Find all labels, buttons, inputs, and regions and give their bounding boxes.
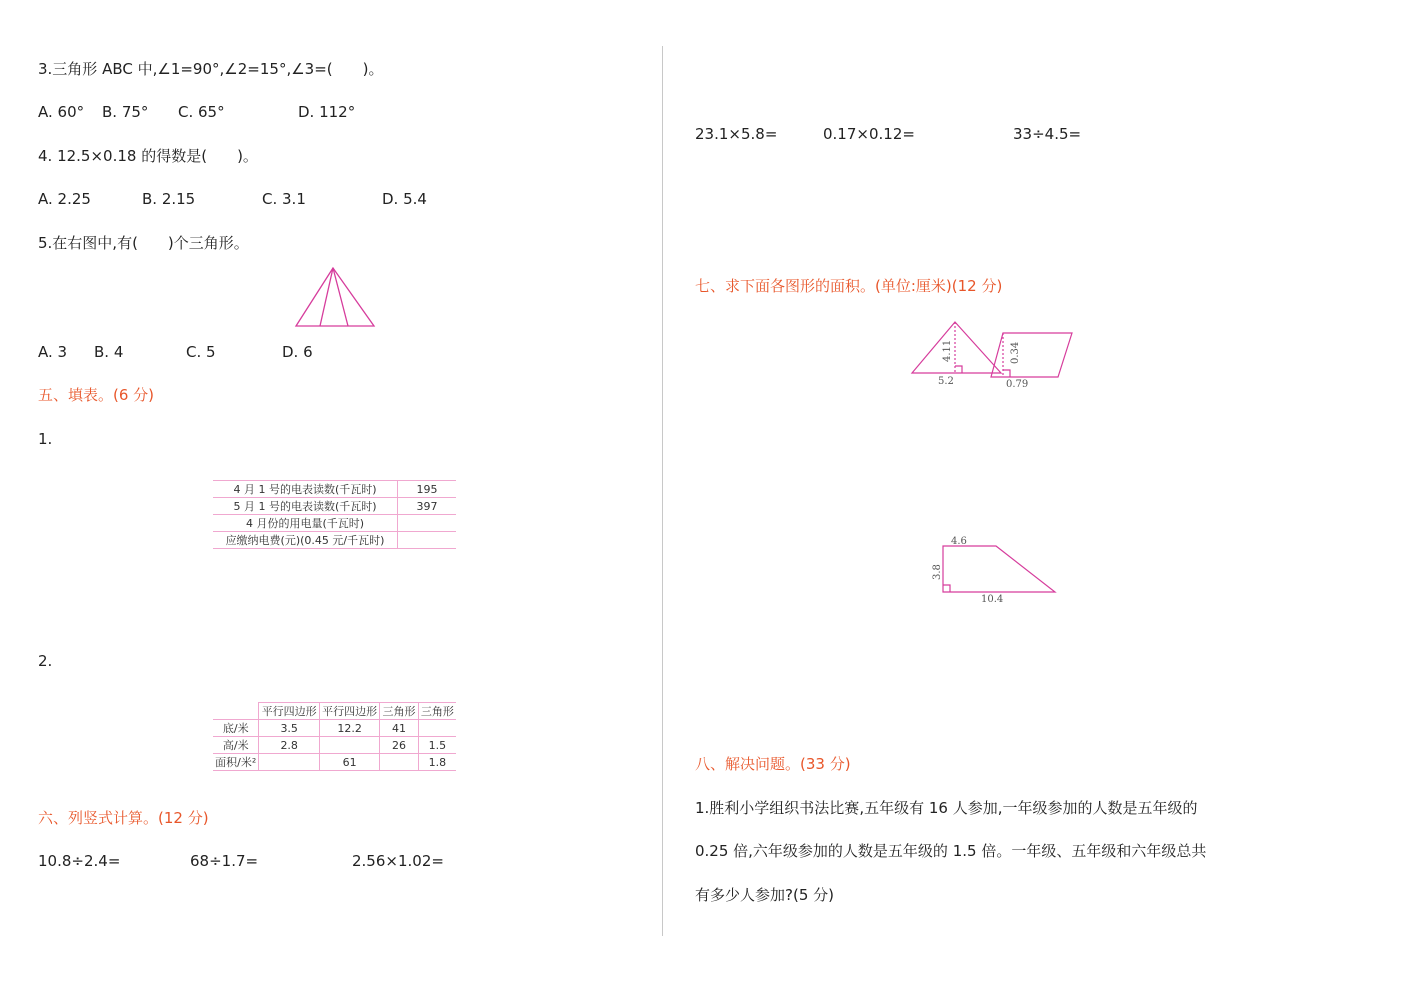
calc-item: 0.17×0.12= xyxy=(823,125,915,143)
table-cell: 12.2 xyxy=(319,720,379,737)
trapezoid-figure xyxy=(926,532,1066,612)
trapezoid-shape xyxy=(943,546,1055,592)
triangle-parallelogram-figure xyxy=(905,316,1080,396)
table-row xyxy=(213,754,456,771)
problem-1-line: 1.胜利小学组织书法比赛,五年级有 16 人参加,一年级参加的人数是五年级的 xyxy=(695,799,1198,817)
table-row xyxy=(213,515,456,532)
table-cell: 41 xyxy=(380,720,418,737)
trapezoid-bottom-label: 10.4 xyxy=(981,594,1004,605)
triangle-base-label: 5.2 xyxy=(938,376,954,387)
q4-option-b: B. 2.15 xyxy=(142,190,196,208)
table-cell: 1.5 xyxy=(418,737,456,754)
q5-option-d: D. 6 xyxy=(282,343,313,361)
table-cell xyxy=(398,532,457,549)
section-8-title: 八、解决问题。(33 分) xyxy=(695,755,851,773)
q5-option-c: C. 5 xyxy=(186,343,216,361)
section-6-title: 六、列竖式计算。(12 分) xyxy=(38,809,209,827)
table-cell xyxy=(418,720,456,737)
table-cell: 397 xyxy=(398,498,457,515)
q5-option-a: A. 3 xyxy=(38,343,68,361)
q3-option-a: A. 60° xyxy=(38,103,85,121)
table-cell xyxy=(259,754,319,771)
table-cell xyxy=(319,737,379,754)
triangle-count-figure xyxy=(290,262,380,332)
triangle-shape xyxy=(912,322,1001,373)
calc-item: 2.56×1.02= xyxy=(352,852,444,870)
problem-1-line: 0.25 倍,六年级参加的人数是五年级的 1.5 倍。一年级、五年级和六年级总共 xyxy=(695,842,1207,860)
section-5-title: 五、填表。(6 分) xyxy=(38,386,155,404)
table-cell: 195 xyxy=(398,481,457,498)
table-header-cell: 三角形 xyxy=(380,703,418,720)
section-7-title: 七、求下面各图形的面积。(单位:厘米)(12 分) xyxy=(695,277,1003,295)
table-cell: 1.8 xyxy=(418,754,456,771)
q4-option-d: D. 5.4 xyxy=(382,190,427,208)
q3-option-c: C. 65° xyxy=(178,103,225,121)
calc-item: 23.1×5.8= xyxy=(695,125,778,143)
q5-option-b: B. 4 xyxy=(94,343,124,361)
table-header-cell: 三角形 xyxy=(418,703,456,720)
parallelogram-height-label: 0.34 xyxy=(1010,341,1021,364)
table-cell: 5 月 1 号的电表读数(千瓦时) xyxy=(213,498,398,515)
question-3: 3.三角形 ABC 中,∠1=90°,∠2=15°,∠3=( )。 xyxy=(38,60,384,78)
item-2-label: 2. xyxy=(38,652,53,670)
table-row xyxy=(213,532,456,549)
item-1-label: 1. xyxy=(38,430,53,448)
table-cell: 61 xyxy=(319,754,379,771)
electricity-table xyxy=(213,480,456,549)
table-cell: 2.8 xyxy=(259,737,319,754)
question-5: 5.在右图中,有( )个三角形。 xyxy=(38,234,249,252)
table-cell: 面积/米² xyxy=(213,754,259,771)
table-cell: 底/米 xyxy=(213,720,259,737)
table-cell: 4 月份的用电量(千瓦时) xyxy=(213,515,398,532)
table-header-cell: 平行四边形 xyxy=(319,703,379,720)
table-cell xyxy=(380,754,418,771)
q4-option-c: C. 3.1 xyxy=(262,190,306,208)
table-row xyxy=(213,498,456,515)
calc-item: 10.8÷2.4= xyxy=(38,852,121,870)
problem-1-line: 有多少人参加?(5 分) xyxy=(695,886,834,904)
table-row xyxy=(213,737,456,754)
column-divider xyxy=(662,46,663,936)
table-header-cell xyxy=(213,703,259,720)
trapezoid-height-label: 3.8 xyxy=(932,564,943,580)
table-cell: 应缴纳电费(元)(0.45 元/千瓦时) xyxy=(213,532,398,549)
calc-item: 68÷1.7= xyxy=(190,852,259,870)
table-cell: 3.5 xyxy=(259,720,319,737)
parallelogram-base-label: 0.79 xyxy=(1006,379,1029,390)
table-cell xyxy=(398,515,457,532)
q3-option-d: D. 112° xyxy=(298,103,356,121)
table-cell: 4 月 1 号的电表读数(千瓦时) xyxy=(213,481,398,498)
calc-item: 33÷4.5= xyxy=(1013,125,1082,143)
table-cell: 26 xyxy=(380,737,418,754)
q4-option-a: A. 2.25 xyxy=(38,190,91,208)
table-cell: 高/米 xyxy=(213,737,259,754)
area-table xyxy=(213,702,456,771)
table-header-cell: 平行四边形 xyxy=(259,703,319,720)
q3-option-b: B. 75° xyxy=(102,103,149,121)
question-4: 4. 12.5×0.18 的得数是( )。 xyxy=(38,147,258,165)
triangle-height-label: 4.11 xyxy=(942,339,953,362)
table-row xyxy=(213,481,456,498)
table-header-row xyxy=(213,703,456,720)
trapezoid-top-label: 4.6 xyxy=(951,536,967,547)
table-row xyxy=(213,720,456,737)
